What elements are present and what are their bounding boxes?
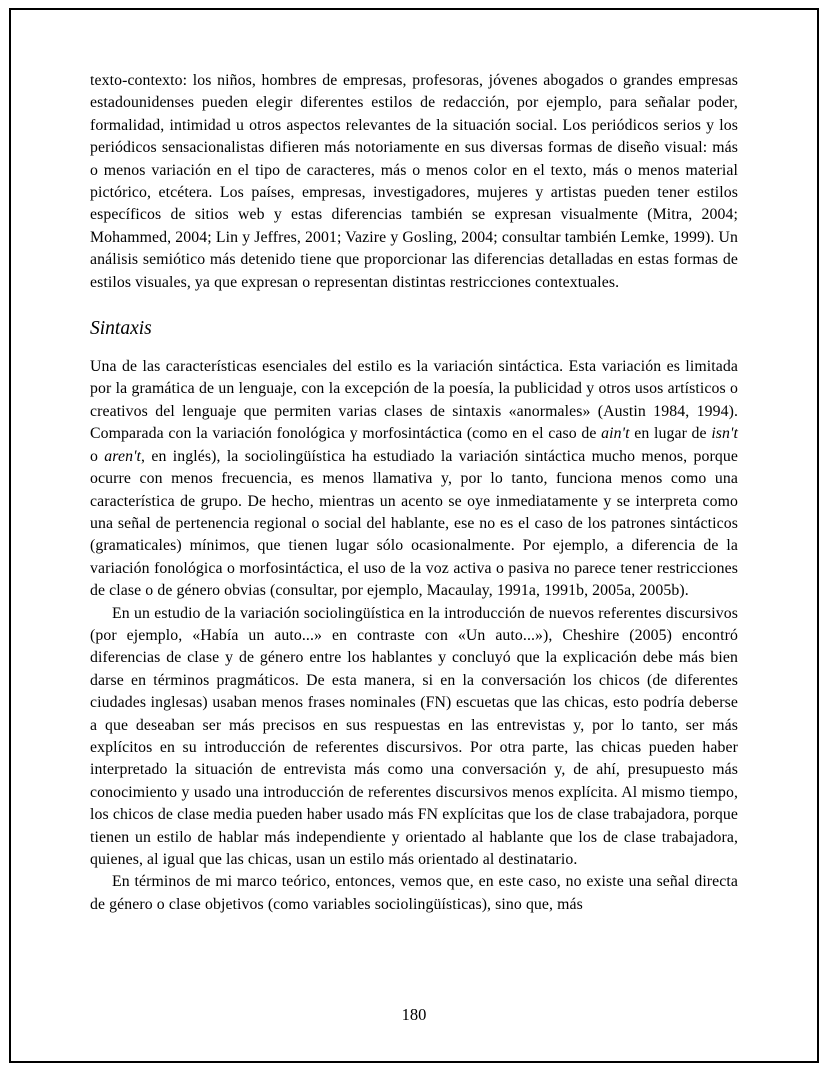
italic-term: aren't	[104, 447, 142, 465]
paragraph-text: o	[90, 447, 105, 465]
italic-term: ain't	[601, 425, 630, 443]
paragraph-sintaxis	[90, 356, 738, 602]
section-heading: Sintaxis	[90, 318, 152, 340]
italic-term: isn't	[711, 425, 739, 443]
paragraph-text: , en inglés), la sociolingüística ha estudiado la variación sintáctica mucho menos, porque ocurre con menos frecuencia, es menos llamativa y, por lo tanto, funciona menos como una característica de grupo. De hecho, mientras un acento se oye inmediatamente y se interpreta como una señal de pertenencia regional o social del hablante, ese no es el caso de los patrones sintácticos (gramaticales) mínimos, que tienen lugar sólo ocasionalmente. Por ejemplo, a diferencia de la variación fonológica o morfosintáctica, el uso de la voz activa o pasiva no parece tener restricciones de clase o de género obvias (consultar, por ejemplo, Macaulay, 1991a, 1991b, 2005a, 2005b).	[90, 447, 738, 600]
paragraph-text: Una de las características esenciales del estilo es la variación sintáctica. Esta variación es limitada por la gramática de un lenguaje, con la excepción de la poesía, la publicidad y otros usos artísticos o creativos del lenguaje que permiten varias clases de sintaxis «anormales» (Austin 1984, 1994). Comparada con la variación fonológica y morfosintáctica (como en el caso de	[90, 358, 738, 443]
paragraph-framework: En términos de mi marco teórico, entonces, vemos que, en este caso, no existe una señal directa de género o clase objetivos (como variables sociolingüísticas), sino que, más	[90, 873, 738, 913]
paragraph-continuation: texto-contexto: los niños, hombres de empresas, profesoras, jóvenes abogados o grandes empresas estadounidenses pueden elegir diferentes estilos de redacción, por ejemplo, para señalar poder, formalidad, intimidad u otros aspectos relevantes de la situación social. Los periódicos serios y los periódicos sensacionalistas difieren más notoriamente en sus diversas formas de diseño visual: más o menos variación en el tipo de caracteres, más o menos color en el texto, más o menos material pictórico, etcétera. Los países, empresas, investigadores, mujeres y artistas pueden tener estilos específicos de sitios web y estas diferencias también se expresan visualmente (Mitra, 2004; Mohammed, 2004; Lin y Jeffres, 2001; Vazire y Gosling, 2004; consultar también Lemke, 1999). Un análisis semiótico más detenido tiene que proporcionar las diferencias detalladas en estas formas de estilos visuales, ya que expresan o representan distintas restricciones contextuales.	[90, 72, 738, 291]
page-content	[90, 70, 738, 916]
page-number: 180	[401, 1005, 427, 1024]
paragraph-text: en lugar de	[629, 425, 712, 443]
paragraph-study: En un estudio de la variación sociolingüística en la introducción de nuevos referentes discursivos (por ejemplo, «Había un auto...» en contraste con «Un auto...»), Cheshire (2005) encontró diferencias de clase y de género entre los hablantes y concluyó que la explicación debe más bien darse en términos pragmáticos. De esta manera, si en la conversación los chicos (de diferentes ciudades inglesas) usaban menos frases nominales (FN) escuetas que las chicas, esto podría deberse a que deseaban ser más precisos en sus respuestas en las entrevistas y, por lo tanto, ser más explícitos en su introducción de referentes discursivos. Por otra parte, las chicas pueden haber interpretado la situación de entrevista más como una conversación y, de ahí, presupuesto más conocimiento y usado una introducción de referentes discursivos menos explícita. Al mismo tiempo, los chicos de clase media pueden haber usado más FN explícitas que los de clase trabajadora, porque tienen un estilo de hablar más independiente y orientado al hablante que los de clase trabajadora, quienes, al igual que las chicas, usan un estilo más orientado al destinatario.	[90, 604, 738, 868]
